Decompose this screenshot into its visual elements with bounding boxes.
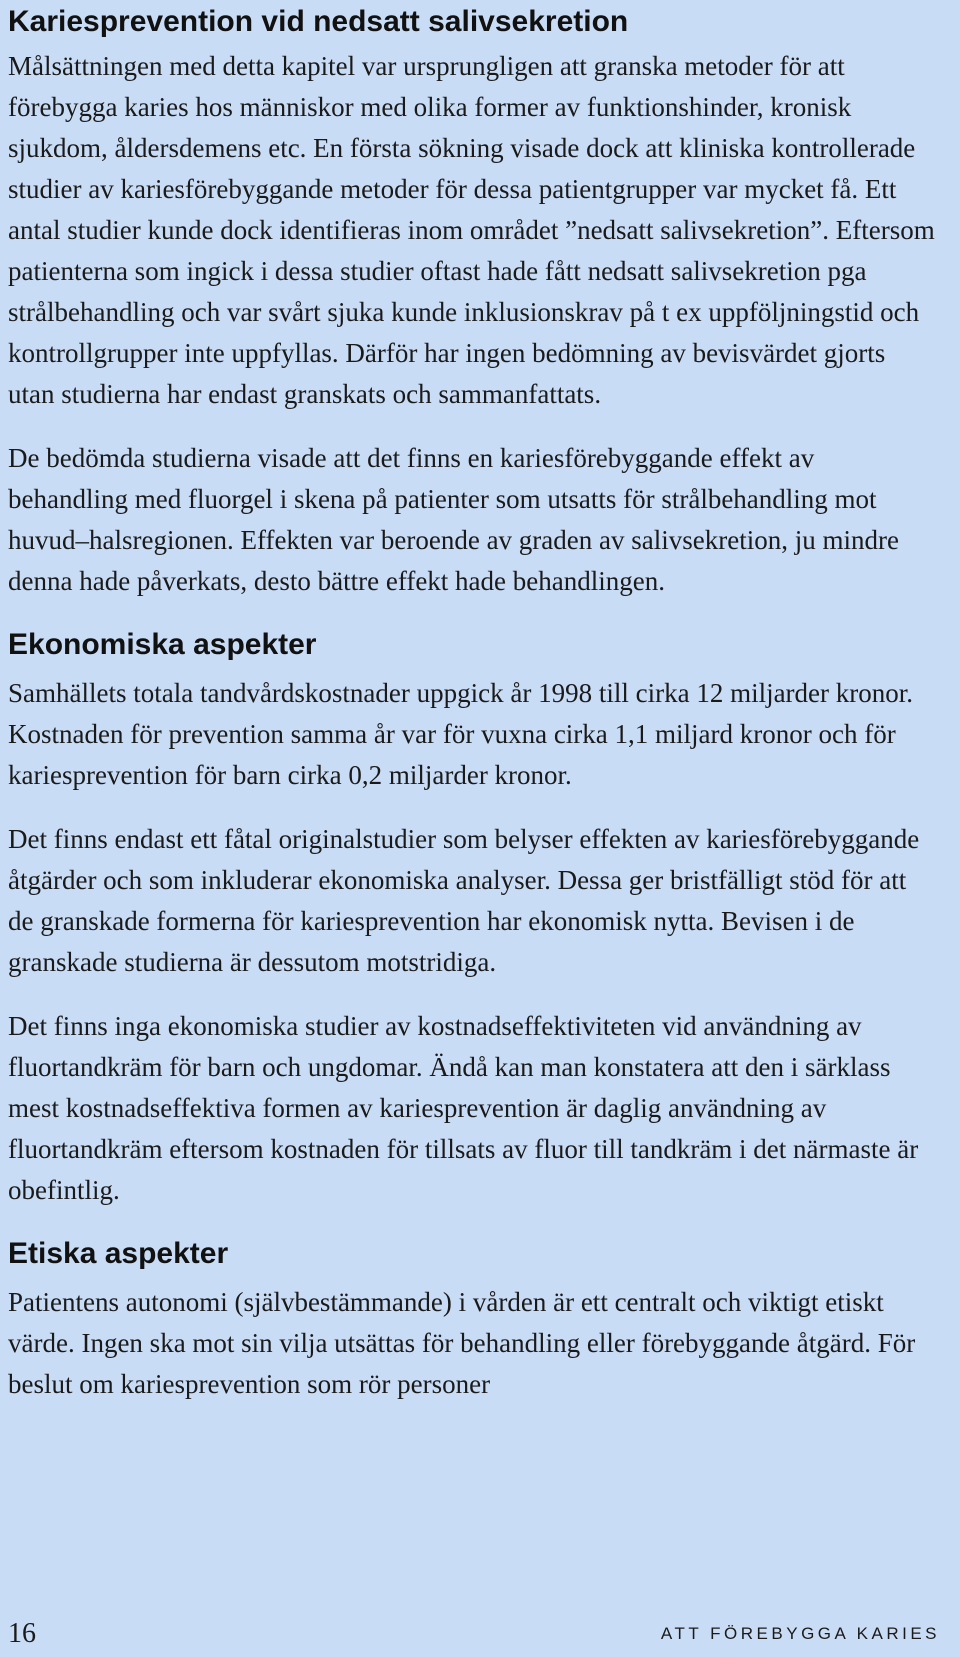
- running-title: ATT FÖREBYGGA KARIES: [660, 1624, 940, 1643]
- body-paragraph: Det finns endast ett fåtal originalstudier som belyser effekten av kariesförebyggande åtgärder och som inkluderar ekonomiska analyser. Dessa ger bristfälligt stöd för att de granskade formerna för kariesprevention har ekonomisk nytta. Bevisen i de granskade studierna är dessutom motstridiga.: [8, 824, 920, 977]
- page-number: 16: [8, 1618, 36, 1649]
- section-heading-kariesprevention: Kariesprevention vid nedsatt salivsekretion: [8, 5, 629, 38]
- body-paragraph: De bedömda studierna visade att det finns en kariesförebyggande effekt av behandling med fluorgel i skena på patienter som utsatts för strålbehandling mot huvud–halsregionen. Effekten var beroende av graden av salivsekretion, ju mindre denna hade påverkats, desto bättre effekt hade behandlingen.: [8, 443, 899, 596]
- section-heading-etiska-aspekter: Etiska aspekter: [8, 1237, 229, 1270]
- body-paragraph: Det finns inga ekonomiska studier av kostnadseffektiviteten vid användning av fluortandkräm för barn och ungdomar. Ändå kan man konstatera att den i särklass mest kostnadseffektiva formen av kariesprevention är daglig användning av fluortandkräm eftersom kostnaden för tillsats av fluor till tandkräm i det närmaste är obefintlig.: [8, 1011, 919, 1205]
- body-paragraph: Målsättningen med detta kapitel var ursprungligen att granska metoder för att förebygga karies hos människor med olika former av funktionshinder, kronisk sjukdom, åldersdemens etc. En första sökning visade dock att kliniska kontrollerade studier av kariesförebyggande metoder för dessa patientgrupper var mycket få. Ett antal studier kunde dock identifieras inom området ”nedsatt salivsekretion”. Eftersom patienterna som ingick i dessa studier oftast hade fått nedsatt salivsekretion pga strålbehandling och var svårt sjuka kunde inklusionskrav på t ex uppföljningstid och kontrollgrupper inte uppfyllas. Därför har ingen bedömning av bevisvärdet gjorts utan studierna har endast granskats och sammanfattats.: [8, 51, 935, 409]
- section-heading-ekonomiska-aspekter: Ekonomiska aspekter: [8, 628, 317, 661]
- body-paragraph: Patientens autonomi (självbestämmande) i vården är ett centralt och viktigt etiskt värde. Ingen ska mot sin vilja utsättas för behandling eller förebyggande åtgärd. För beslut om kariesprevention som rör personer: [8, 1287, 916, 1399]
- body-paragraph: Samhällets totala tandvårdskostnader uppgick år 1998 till cirka 12 miljarder kronor. Kostnaden för prevention samma år var för vuxna cirka 1,1 miljard kronor och för kariesprevention för barn cirka 0,2 miljarder kronor.: [8, 678, 914, 790]
